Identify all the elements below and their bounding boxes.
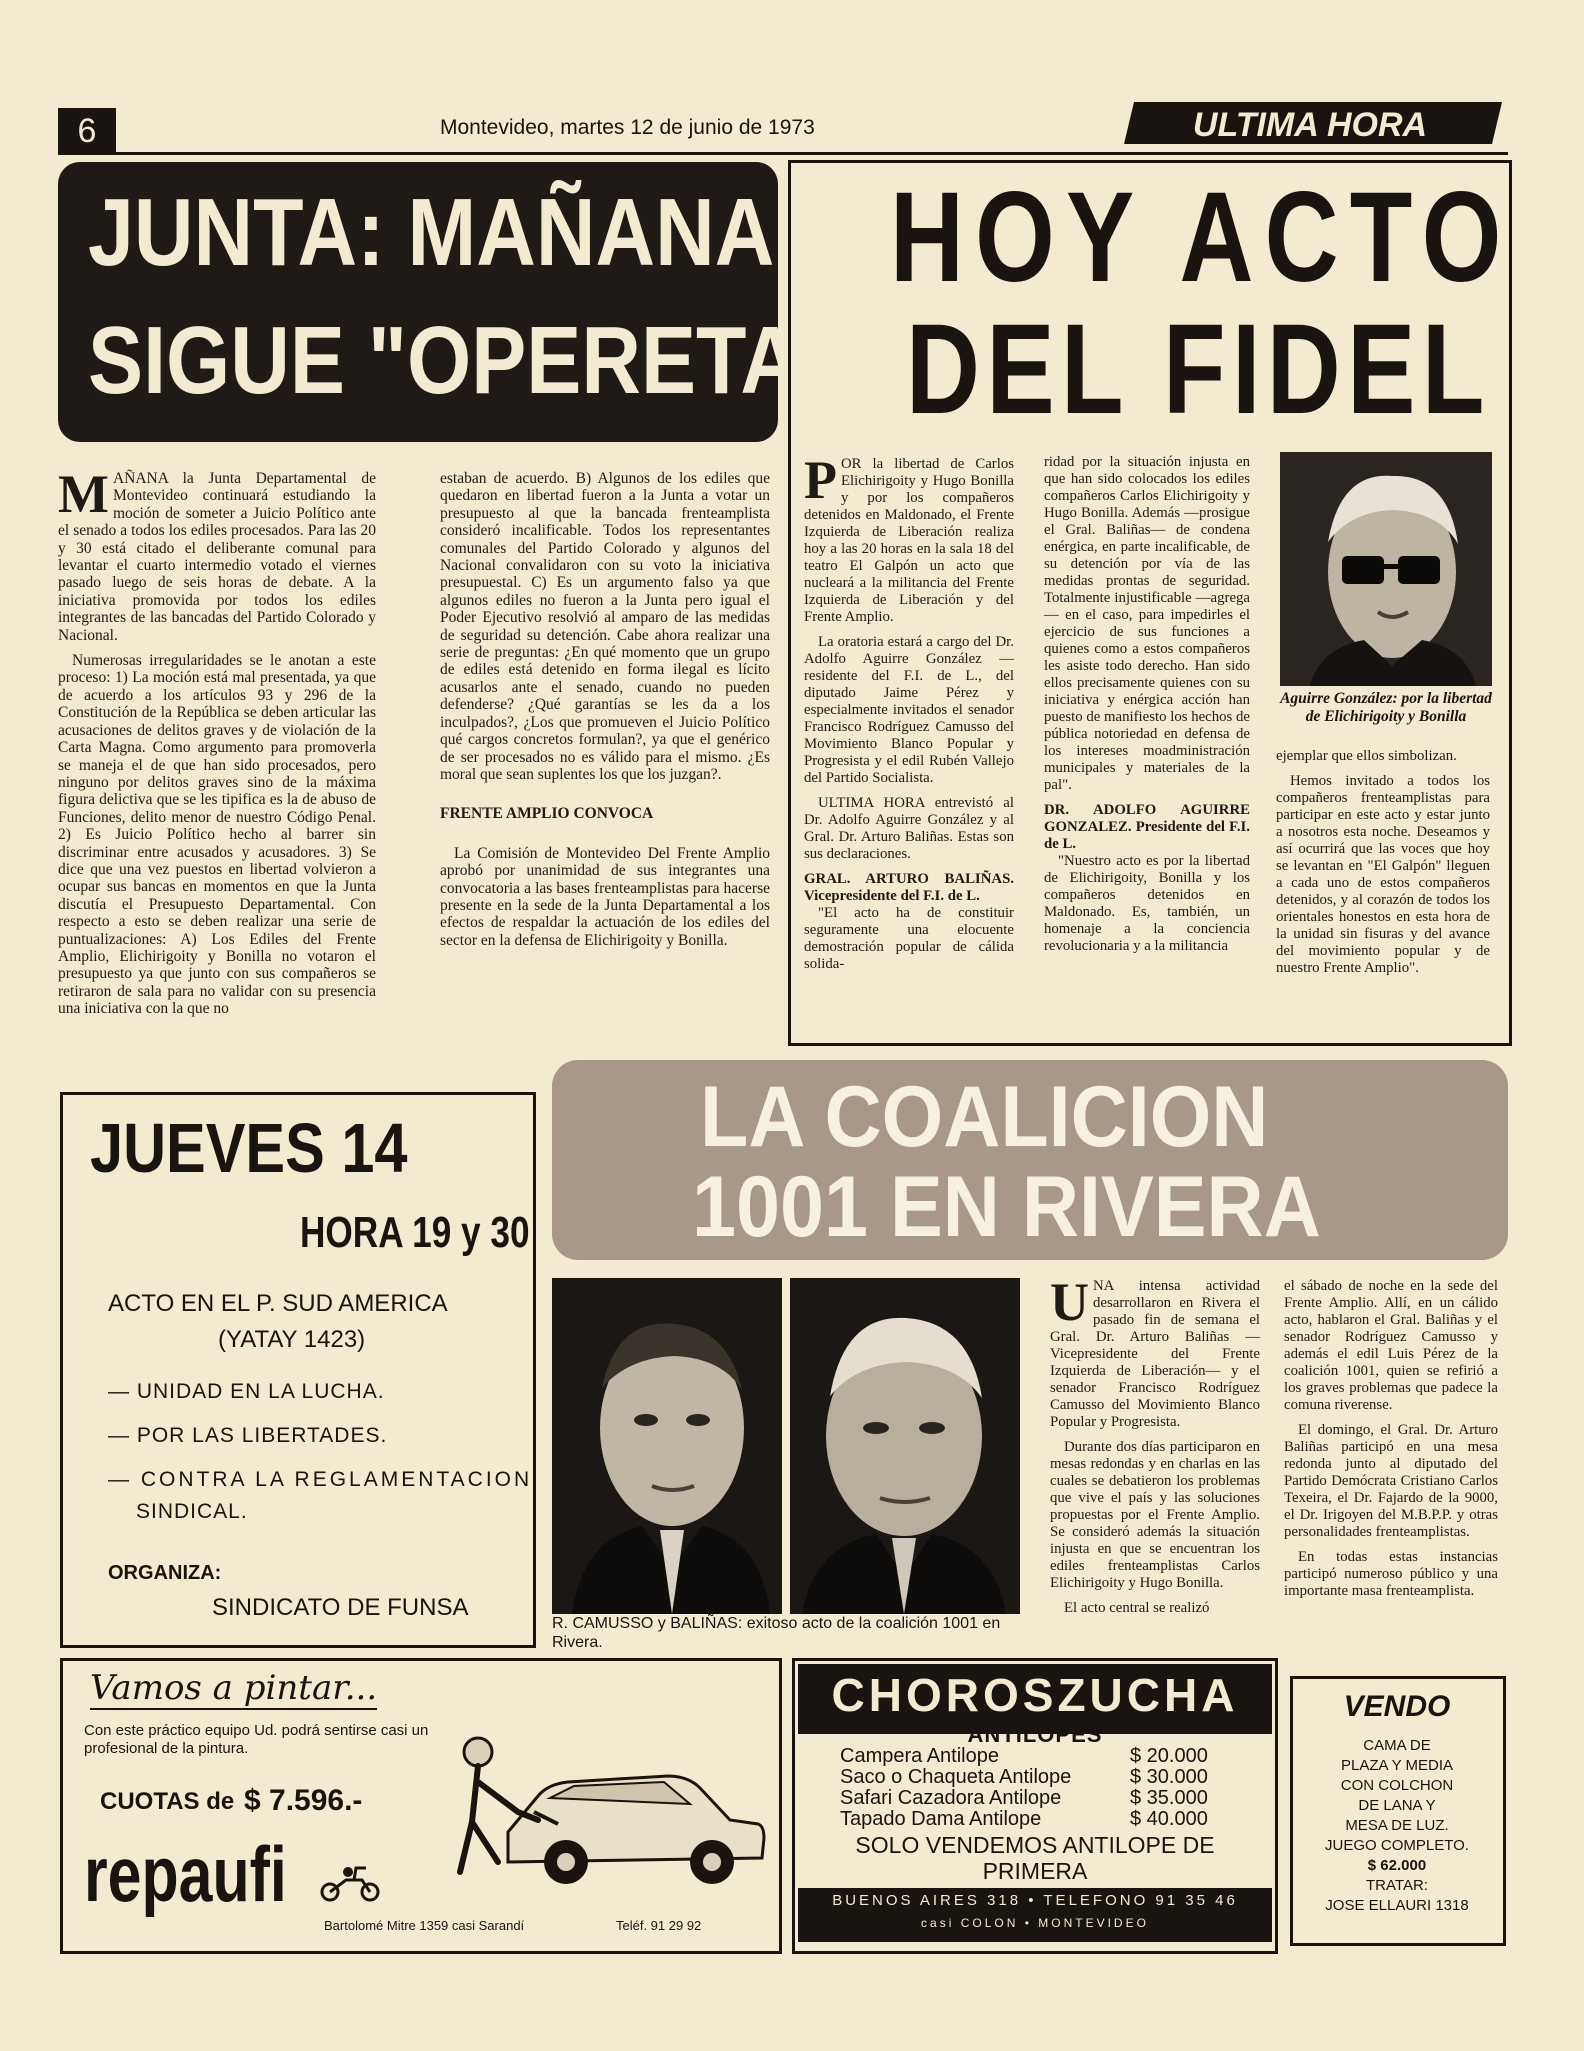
vendo-address: JOSE ELLAURI 1318 xyxy=(1325,1897,1469,1914)
jueves-item-2: — POR LAS LIBERTADES. xyxy=(108,1424,388,1447)
coalicion-col2: el sábado de noche en la sede del Frente Amplio. Allí, en un cálido acto, hablaron el Gral. Baliñas y el senador Rodríguez Camusso y además el edil Luis Pérez de la coalición 1001, quien se refirió a los graves problemas que padece la comuna riverense. xyxy=(1284,1278,1498,1413)
hoy-headline-2: DEL FIDEL xyxy=(906,298,1491,441)
coalicion-col2c: En todas estas instancias participó numeroso público y una importante masa frenteamplista. xyxy=(1284,1549,1498,1599)
repaufi-brand: repaufi xyxy=(84,1830,287,1918)
page-number: 6 xyxy=(77,112,97,150)
jueves-item-4: SINDICAL. xyxy=(136,1500,248,1523)
coalicion-col1: NA intensa actividad desarrollaron en Rivera el pasado fin de semana el Gral. Dr. Arturo Baliñas —Vicepresidente del Frente Izquierda de Liberación— y el senador Francisco Rodríguez Camusso del Movimiento Blanco Popular y Progresista. xyxy=(1050,1278,1260,1430)
coalicion-col2b: El domingo, el Gral. Dr. Arturo Baliñas participó en una mesa redonda junto al diputado del Partido Demócrata Cristiano Carlos Texeira, el Dr. Fajardo de la 9000, el Dr. Irigoyen del M.B.P.P. y otras personalidades frenteamplistas. xyxy=(1284,1422,1498,1540)
jueves-title: JUEVES 14 xyxy=(90,1109,408,1187)
vendo-line: DE LANA Y xyxy=(1358,1797,1436,1814)
choroszucha-name: CHOROSZUCHA xyxy=(831,1669,1239,1721)
scooter-icon xyxy=(318,1862,382,1902)
choroszucha-price: $ 20.000 xyxy=(1130,1745,1208,1767)
choroszucha-price: $ 30.000 xyxy=(1130,1766,1208,1788)
junta-column-2 xyxy=(440,470,770,957)
junta-body-3: La Comisión de Montevideo Del Frente Amplio aprobó por unanimidad de sus integrantes una convocatoria a las bases frenteamplistas para hacerse presente en la sede de la Junta Departamental a los efectos de respaldar la actuación de los ediles del sector en la defensa de Elichirigoity y Bonilla. xyxy=(440,844,770,949)
coalicion-col1b: Durante dos días participaron en mesas redondas y en charlas en las cuales se debatieron los problemas que vive el país y las soluciones propuestas por el Frente Amplio. Se consideró además la situación injusta en que se encuentran los ediles frenteamplistas Carlos Elichirigoity y Hugo Bonilla. xyxy=(1050,1439,1260,1591)
choroszucha-address: BUENOS AIRES 318 • TELEFONO 91 35 46 xyxy=(832,1892,1238,1909)
choroszucha-price: $ 40.000 xyxy=(1130,1808,1208,1830)
choroszucha-slogan-2: PRIMERA xyxy=(982,1858,1088,1884)
camusso-photo xyxy=(552,1278,782,1614)
balinas-photo xyxy=(790,1278,1020,1614)
choroszucha-price: $ 35.000 xyxy=(1130,1787,1208,1809)
choroszucha-slogan-1: SOLO VENDEMOS ANTILOPE DE xyxy=(855,1832,1215,1858)
vendo-lines xyxy=(1290,1736,1504,1916)
junta-subhead: FRENTE AMPLIO CONVOCA xyxy=(440,805,654,823)
junta-lead: AÑANA la Junta Departamental de Montevideo continuará estudiando la moción de someter a Juicio Político ante el senado a todos los ediles procesados. Para las 20 y 30 está citado el deliberante comunal para levantar el cuarto intermedio votado el viernes pasado luego de seis horas de debate. A la iniciativa promovida por todos los ediles integrantes de las bancadas del Partido Colorado y Nacional. xyxy=(58,470,376,644)
repaufi-slogan: Vamos a pintar... xyxy=(90,1668,378,1708)
jueves-organiza: ORGANIZA: xyxy=(108,1562,222,1584)
masthead-logo xyxy=(1120,100,1510,146)
vendo-tratar: TRATAR: xyxy=(1366,1877,1428,1894)
repaufi-cuotas-label: CUOTAS de xyxy=(100,1788,235,1815)
dropcap: P xyxy=(804,450,837,510)
jueves-address: (YATAY 1423) xyxy=(218,1326,366,1353)
coalicion-col1c: El acto central se realizó xyxy=(1064,1600,1210,1616)
choroszucha-address-2: casi COLON • MONTEVIDEO xyxy=(921,1916,1149,1930)
hoy-col3: ejemplar que ellos simbolizan. xyxy=(1276,748,1457,764)
aguirre-caption: Aguirre González: por la libertad de Elichirigoity y Bonilla xyxy=(1280,690,1492,725)
vendo-line: PLAZA Y MEDIA xyxy=(1341,1757,1453,1774)
dropcap: M xyxy=(58,464,109,524)
hoy-col2b: "Nuestro acto es por la libertad de Elichirigoity, Bonilla y los compañeros detenidos en Maldonado. Es, también, un homenaje a la conciencia revolucionaria y a la militancia xyxy=(1044,853,1250,954)
junta-body-1: Numerosas irregularidades se le anotan a este proceso: 1) La moción está mal presentada, ya que de acuerdo a los artículos 93 y 296 de la Constitución de la República se deben articular las acusaciones de delitos graves y de violación de la Carta Magna. Como argumento para promoverla se maneja el de que han sido procesados, pero ninguno por delitos graves sino de la máxima figura delictiva que se les tipifica es la de abuso de Funciones, delito menor de nuestro Código Penal. 2) Es Juicio Político hecho al barrer sin discriminar entre acusados y acusadores. 3) Se dice que una vez puestos en libertad volvieron a ocupar sus bancas en momentos en que la Junta discutía el Presupuesto Departamental. Con respecto a esto se deben realizar una serie de puntualizaciones: A) Los Ediles del Frente Amplio, Elichirigoity y Bonilla no votaron el presupuesto ya que junto con sus compañeros se retiraron de sala para no validar con su presencia una iniciativa con la que no xyxy=(58,652,376,1018)
hoy-column-3 xyxy=(1276,748,1490,985)
dateline: Montevideo, martes 12 de junio de 1973 xyxy=(440,116,815,139)
vendo-line: CAMA DE xyxy=(1363,1737,1431,1754)
header-rule xyxy=(58,152,1508,155)
repaufi-text: Con este práctico equipo Ud. podrá sentirse casi un profesional de la pintura. xyxy=(84,1722,429,1757)
jueves-hora: HORA 19 y 30 xyxy=(300,1208,530,1257)
repaufi-address: Bartolomé Mitre 1359 casi Sarandí xyxy=(324,1918,525,1933)
coalicion-column-2 xyxy=(1284,1278,1498,1608)
junta-headline-2: SIGUE "OPERETA" xyxy=(88,307,840,414)
junta-column-1 xyxy=(58,464,376,1026)
hoy-col1-sub: GRAL. ARTURO BALIÑAS. Vicepresidente del F.I. de L. xyxy=(804,871,1014,904)
hoy-col2: ridad por la situación injusta en que han sido colocados los ediles compañeros Carlos Elichirigoity y Hugo Bonilla. Además —prosigue el Gral. Baliñas— de condena enérgica, en parte incalificable, de su detención por vía de las medidas prontas de seguridad. Totalmente injustificable —agrega— en el caso, para impedirles el ejercicio de sus funciones a quienes como a estos compañeros les asiste todo derecho. Han sido ellos precisamente quienes con su iniciativa y enérgica acción han puesto de manifiesto los hechos de pública notoriedad en defensa de los intereses moadministración municipales y materiales de la pal". xyxy=(1044,454,1250,793)
choroszucha-item: Safari Cazadora Antilope xyxy=(840,1787,1062,1809)
vendo-title: VENDO xyxy=(1343,1690,1451,1723)
hoy-col1: OR la libertad de Carlos Elichirigoity y Hugo Bonilla y por los compañeros detenidos en Maldonado, el Frente Izquierda de Liberación realiza hoy a las 20 horas en la sala 18 del teatro El Galpón un acto que nucleará a la militancia del Frente Izquierda de Liberación y del Frente Amplio. xyxy=(804,456,1014,625)
vendo-price: $ 62.000 xyxy=(1367,1857,1427,1874)
coalicion-headline-2: 1001 EN RIVERA xyxy=(692,1159,1321,1255)
coalicion-column-1 xyxy=(1050,1272,1260,1625)
hoy-headline-1: HOY ACTO xyxy=(890,166,1513,309)
choroszucha-item: Campera Antilope xyxy=(840,1745,999,1767)
jueves-item-3: — CONTRA LA REGLAMENTACION xyxy=(108,1468,533,1491)
hoy-col1b: La oratoria estará a cargo del Dr. Adolfo Aguirre González —residente del F.I. de L., del diputado Jaime Pérez y especialmente invitados el senador Francisco Rodríguez Camusso del Movimiento Blanco Popular y Progresista y el edil Rubén Vallejo del Partido Socialista. xyxy=(804,634,1014,786)
hoy-col1d: "El acto ha de constituir seguramente una elocuente demostración popular de cálida solida- xyxy=(804,905,1014,972)
vendo-line: JUEGO COMPLETO. xyxy=(1325,1837,1469,1854)
choroszucha-sub: ANTILOPES xyxy=(967,1722,1103,1747)
jueves-sindicato: SINDICATO DE FUNSA xyxy=(212,1594,469,1621)
repaufi-phone: Teléf. 91 29 92 xyxy=(616,1918,702,1933)
hoy-column-1 xyxy=(804,450,1014,981)
coalicion-headline-1: LA COALICION xyxy=(700,1069,1269,1165)
hoy-col3b: Hemos invitado a todos los compañeros frenteamplistas para participar en este acto y estar junto a nosotros esta noche. Deseamos y así ocurrirá que las voces que hoy se levantan en "El Galpón" lleguen a cada uno de estos compañeros detenidos, y al corazón de todos los orientales honestos en esta hora de la unidad sin fisuras y del avance del movimiento popular y de nuestro Frente Amplio". xyxy=(1276,773,1490,976)
choroszucha-item: Tapado Dama Antilope xyxy=(840,1808,1042,1830)
dropcap: U xyxy=(1050,1272,1089,1332)
hoy-column-2 xyxy=(1044,454,1250,963)
vendo-line: MESA DE LUZ. xyxy=(1345,1817,1449,1834)
coalicion-caption: R. CAMUSSO y BALIÑAS: exitoso acto de la coalición 1001 en Rivera. xyxy=(552,1615,1001,1651)
choroszucha-item: Saco o Chaqueta Antilope xyxy=(840,1766,1072,1788)
aguirre-photo xyxy=(1280,452,1492,686)
hoy-col1c: ULTIMA HORA entrevistó al Dr. Adolfo Aguirre González y al Gral. Dr. Arturo Baliñas. Estas son sus declaraciones. xyxy=(804,795,1014,862)
junta-headline-1: JUNTA: MAÑANA xyxy=(88,179,775,286)
jueves-acto: ACTO EN EL P. SUD AMERICA xyxy=(108,1290,448,1317)
vendo-line: CON COLCHON xyxy=(1340,1777,1454,1794)
hoy-col2-sub: DR. ADOLFO AGUIRRE GONZALEZ. Presidente del F.I. de L. xyxy=(1044,802,1250,852)
masthead-text: ULTIMA HORA xyxy=(1192,106,1428,144)
junta-body-2: estaban de acuerdo. B) Algunos de los ediles que quedaron en libertad fueron a la Junta a votar un presupuesto al que la bancada frenteamplista consideró incalificable. Todos los representantes comunales del Partido Colorado y algunos del Nacional convalidaron con su voto la iniciativa presupuestal. C) Es un argumento falso ya que algunos ediles no fueron a la Junta pero igual el Poder Ejecutivo resolvió al amparo de las medidas de seguridad su detención. Cabe ahora realizar una serie de preguntas: ¿En qué momento que un grupo de ediles está detenido en forma ilegal es lícito acusarlos ante el senado, cuando no pueden defenderse? ¿Qué garantías se les da a los inculpados?, ¿Los que promueven el Juicio Político qué cargos concretos formulan?, ya que el genérico de ser procesados no es válido para el mismo. ¿Es moral que sean suplentes los que los juzgan?. xyxy=(440,470,770,783)
choroszucha-list xyxy=(840,1746,1240,1830)
repaufi-cuotas-value: $ 7.596.- xyxy=(244,1784,363,1817)
painter-car-illustration xyxy=(438,1712,768,1902)
jueves-item-1: — UNIDAD EN LA LUCHA. xyxy=(108,1380,385,1403)
